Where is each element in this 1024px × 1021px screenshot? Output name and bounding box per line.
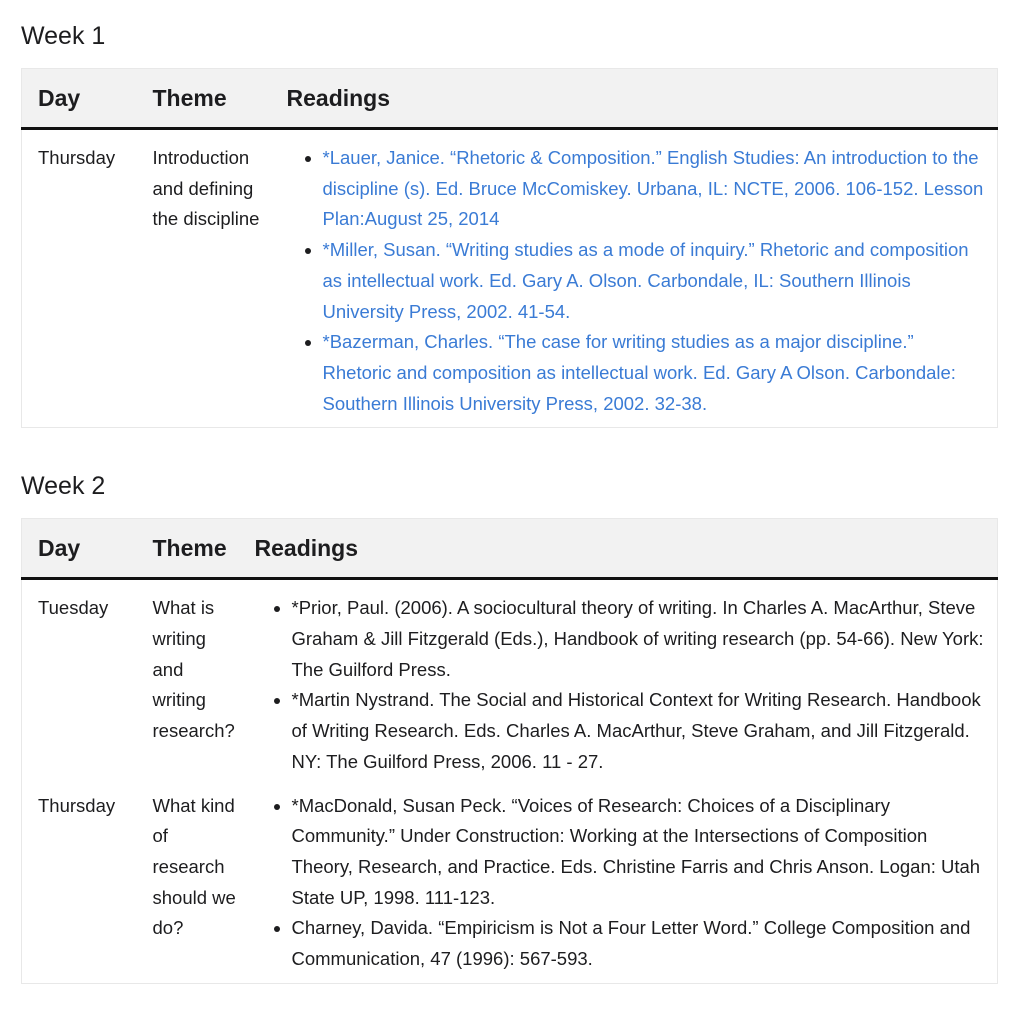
column-header-theme: Theme <box>137 69 271 129</box>
theme-cell: What is writing and writing research? <box>152 597 235 742</box>
week-2-section <box>21 428 998 983</box>
week-2-title: Week 2 <box>21 472 106 501</box>
readings-cell <box>239 778 998 984</box>
table-row <box>22 778 998 984</box>
table-header-row <box>22 69 998 129</box>
list-item: • Charney, Davida. “Empiricism is Not a Four Letter Word.” College Composition and Communication, 47 (1996): 567-593. <box>292 913 988 974</box>
column-header-day: Day <box>22 69 137 129</box>
week-2-table <box>21 518 998 983</box>
table-row <box>22 129 998 428</box>
week-1-title: Week 1 <box>21 22 106 50</box>
day-cell: Thursday <box>38 794 116 816</box>
readings-cell <box>239 579 998 778</box>
day-cell: Thursday <box>38 147 116 168</box>
column-header-theme: Theme <box>137 519 239 579</box>
readings-list <box>287 143 988 419</box>
list-item <box>323 327 988 419</box>
theme-cell: Introduction and defining the discipline <box>152 147 260 230</box>
reading-link[interactable]: *Bazerman, Charles. “The case for writing studies as a major discipline.” Rhetoric and composition as intellectual work. Ed. Gary A Olson. Carbondale: Southern Illinois University Press, 2002. 32-38. <box>322 331 956 414</box>
column-header-readings: Readings <box>239 519 998 579</box>
day-cell: Tuesday <box>38 597 109 619</box>
table-row <box>22 579 998 778</box>
week-1-section <box>21 0 998 428</box>
reading-link[interactable]: *Miller, Susan. “Writing studies as a mode of inquiry.” Rhetoric and composition as intellectual work. Ed. Gary A. Olson. Carbondale, IL: Southern Illinois University Press, 2002. 41-54. <box>322 239 969 322</box>
readings-list <box>255 593 988 777</box>
list-item <box>323 235 988 327</box>
readings-list <box>255 791 988 975</box>
list-item: • *Prior, Paul. (2006). A sociocultural theory of writing. In Charles A. MacArthur, Steve Graham & Jill Fitzgerald (Eds.), Handbook of writing research (pp. 54-66). New York: The Guilford Press. <box>292 593 988 685</box>
reading-link[interactable]: *Lauer, Janice. “Rhetoric & Composition.” English Studies: An introduction to the discipline (s). Ed. Bruce McComiskey. Urbana, IL: NCTE, 2006. 106-152. Lesson Plan:August 25, 2014 <box>322 147 984 230</box>
readings-cell <box>271 129 998 428</box>
week-1-table <box>21 68 998 428</box>
column-header-readings: Readings <box>271 69 998 129</box>
table-header-row <box>22 519 998 579</box>
list-item: • *MacDonald, Susan Peck. “Voices of Research: Choices of a Disciplinary Community.” Under Construction: Working at the Intersections of Composition Theory, Research, and Practice. Eds. Christine Farris and Chris Anson. Logan: Utah State UP, 1998. 111-123. <box>292 791 988 914</box>
theme-cell: What kind of research should we do? <box>152 794 236 939</box>
column-header-day: Day <box>22 519 137 579</box>
list-item <box>323 143 988 235</box>
list-item: • *Martin Nystrand. The Social and Historical Context for Writing Research. Handbook of Writing Research. Eds. Charles A. MacArthur, Steve Graham, and Jill Fitzgerald. NY: The Guilford Press, 2006. 11 - 27. <box>292 685 988 777</box>
